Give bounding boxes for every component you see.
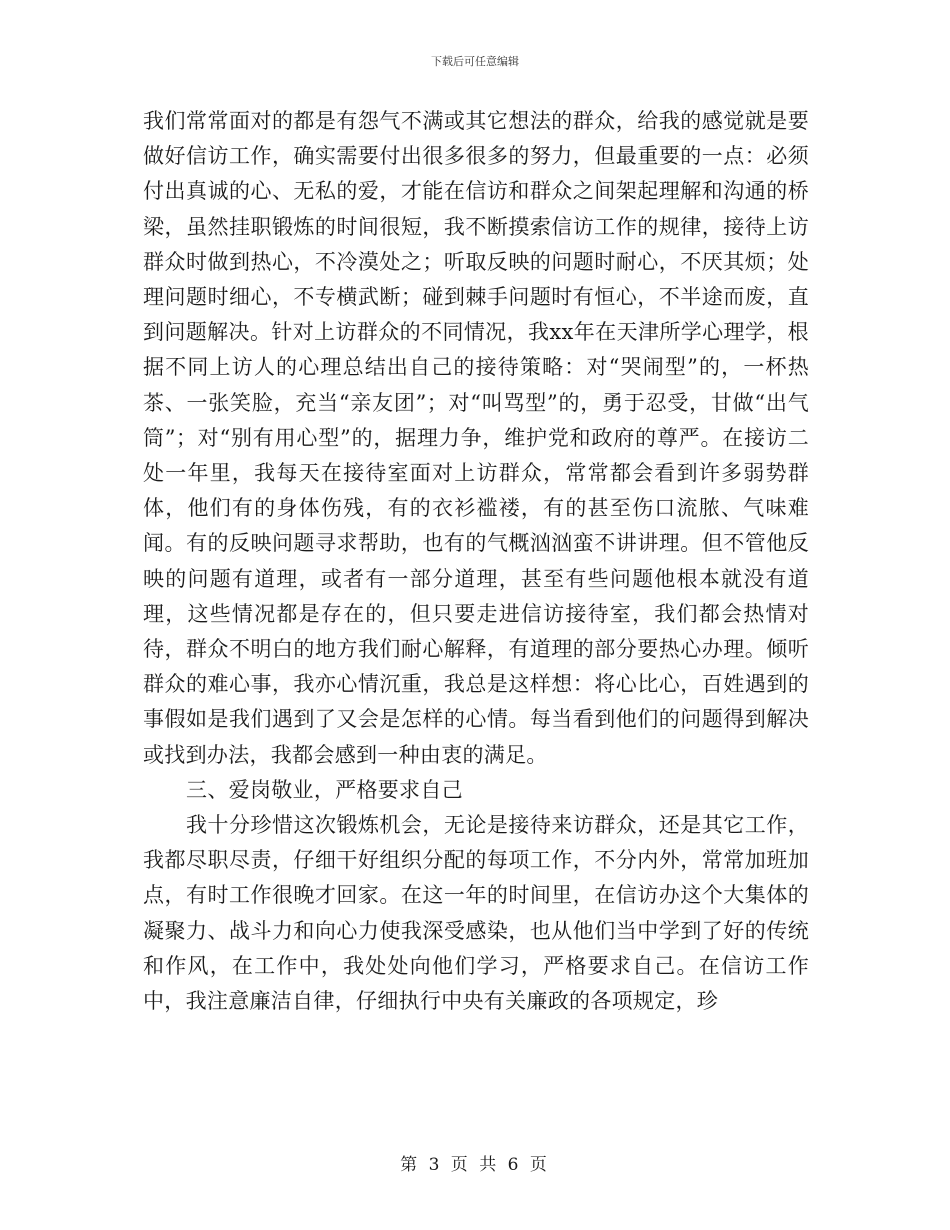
page-header: 下载后可任意编辑 (431, 55, 519, 68)
section-heading: 三、爱岗敬业，严格要求自己 (186, 777, 463, 802)
paragraph-1: 我们常常面对的都是有怨气不满或其它想法的群众，给我的感觉就是要做好信访工作，确实需要付出很多很多的努力，但最重要的一点：必须付出真诚的心、无私的爱，才能在信访和群众之间架起理解和沟通的桥梁，虽然挂职锻炼的时间很短，我不断摸索信访工作的规律，接待上访群众时做到热心，不冷漠处之；听取反映的问题时耐心，不厌其烦；处理问题时细心，不专横武断；碰到棘手问题时有恒心，不半途而废，直到问题解决。针对上访群众的不同情况，我xx年在天津所学心理学，根据不同上访人的心理总结出自己的接待策略：对“哭闹型”的，一杯热茶、一张笑脸，充当“亲友团”；对“叫骂型”的，勇于忍受，甘做“出气筒”；对“别有用心型”的，据理力争，维护党和政府的尊严。在接访二处一年里，我每天在接待室面对上访群众，常常都会看到许多弱势群体，他们有的身体伤残，有的衣衫褴褛，有的甚至伤口流脓、气味难闻。有的反映问题寻求帮助，也有的气概汹汹蛮不讲讲理。但不管他反映的问题有道理，或者有一部分道理，甚至有些问题他根本就没有道理，这些情况都是存在的，但只要走进信访接待室，我们都会热情对待，群众不明白的地方我们耐心解释，有道理的部分要热心办理。倾听群众的难心事，我亦心情沉重，我总是这样想：将心比心，百姓遇到的事假如是我们遇到了又会是怎样的心情。每当看到他们的问题得到解决或找到办法，我都会感到一种由衷的满足。 (143, 109, 809, 767)
page-footer: 第 3 页 共 6 页 (400, 1155, 550, 1175)
paragraph-2: 我十分珍惜这次锻炼机会，无论是接待来访群众，还是其它工作，我都尽职尽责，仔细干好组织分配的每项工作，不分内外，常常加班加点，有时工作很晚才回家。在这一年的时间里，在信访办这个大集体的凝聚力、战斗力和向心力使我深受感染，也从他们当中学到了好的传统和作风，在工作中，我处处向他们学习，严格要求自己。在信访工作中，我注意廉洁自律，仔细执行中央有关廉政的各项规定，珍 (143, 813, 809, 1014)
document-body (143, 104, 809, 1019)
